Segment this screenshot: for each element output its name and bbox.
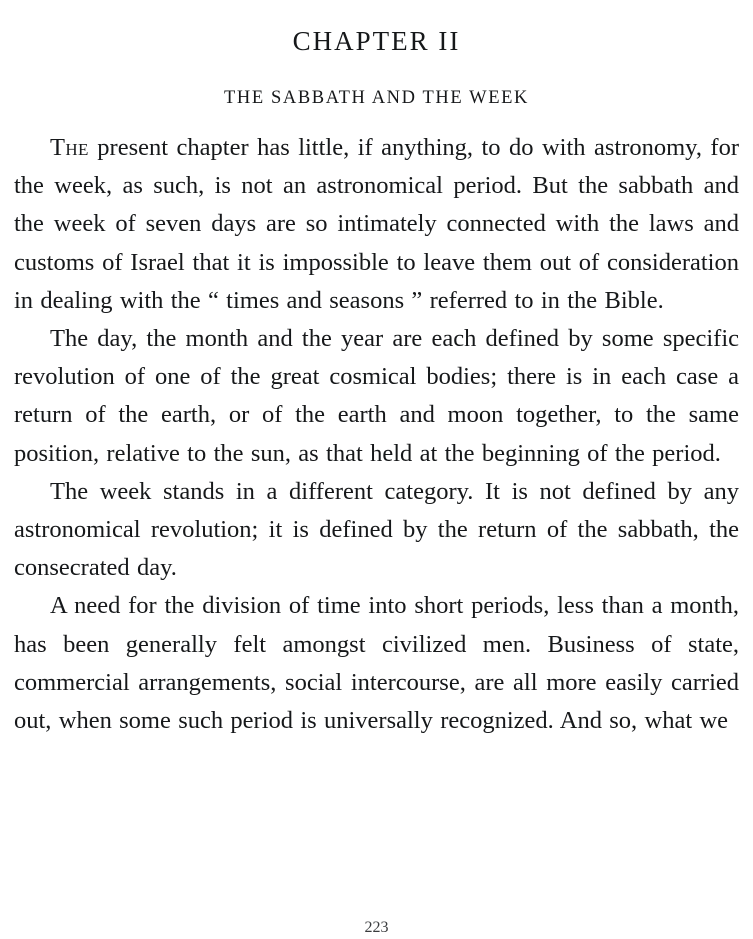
chapter-subtitle: THE SABBATH AND THE WEEK — [224, 88, 529, 108]
page-number: 223 — [364, 919, 389, 936]
paragraph-text: A need for the division of time into short periods, less than a month, has been generally felt amongst civilized men. Business of state, commercial arrangements, social intercourse, are all more easily carried out, when some such period is universally recognized. And so, what we — [14, 592, 739, 735]
paragraph — [14, 473, 739, 588]
paragraph-text: The week stands in a different category. It is not defined by any astronomical revolution; it is defined by the return of the sabbath, the consecrated day. — [14, 477, 739, 582]
paragraph-text: The day, the month and the year are each defined by some specific revolution of one of the great cosmical bodies; there is in each case a return of the earth, or of the earth and moon together, to the same position, relative to the sun, as that held at the beginning of the period. — [14, 325, 739, 467]
paragraph — [14, 587, 739, 740]
page-title: CHAPTER II — [292, 26, 461, 56]
paragraph — [14, 320, 739, 473]
paragraph — [14, 129, 739, 320]
paragraph-lead-smallcaps: The — [50, 134, 89, 161]
body-text — [14, 109, 739, 740]
paragraph-text: present chapter has little, if anything, to do with astronomy, for the week, as such, is not an astronomical period. But the sabbath and the week of seven days are so intimately connected with the laws and customs of Israel that it is impossible to leave them out of consideration in dealing with the “ times and seasons ” referred to in the Bible. — [14, 134, 739, 314]
